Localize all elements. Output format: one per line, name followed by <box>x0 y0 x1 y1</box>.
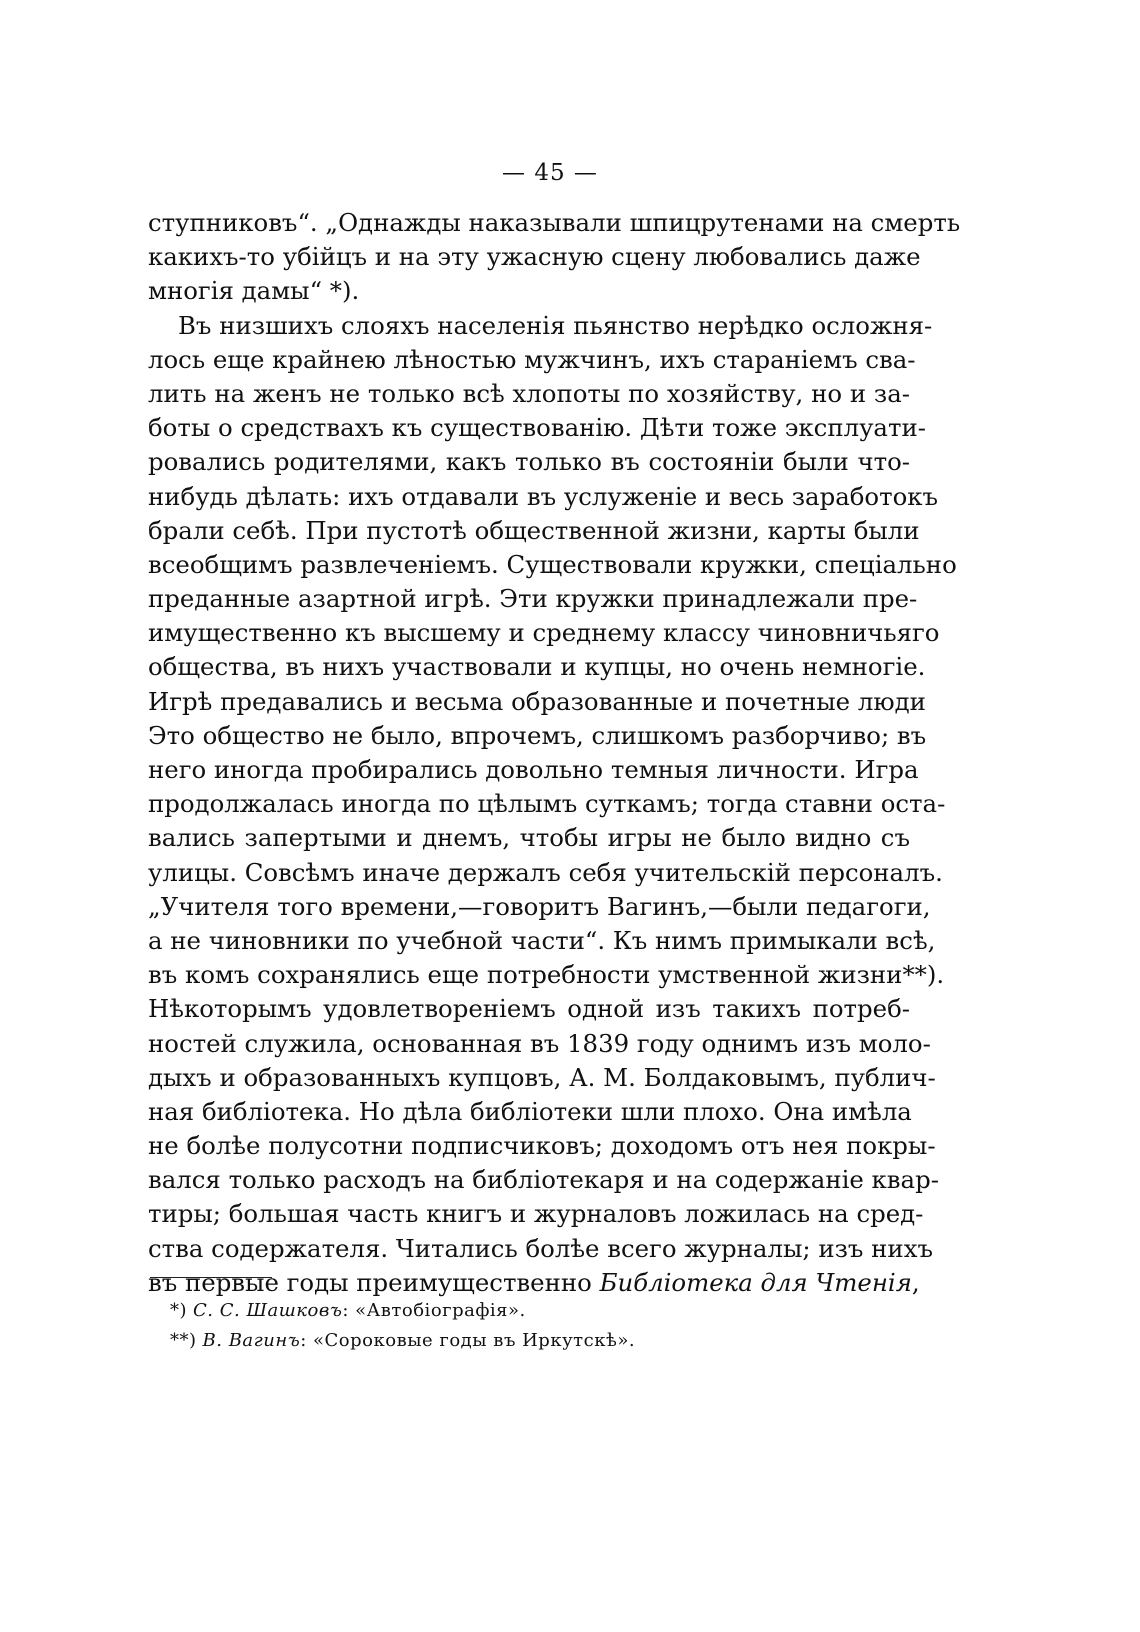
text-line: а не чиновники по учебной части“. Къ нимъ примыкали всѣ, <box>148 925 936 955</box>
footnote-author: В. Вагинъ <box>202 1330 301 1351</box>
text-line: многія дамы“ *). <box>148 276 360 306</box>
text-line: него иногда пробирались довольно темныя личности. Игра <box>148 755 919 784</box>
text-segment: , <box>911 1267 920 1297</box>
text-line: Въ низшихъ слояхъ населенія пьянство нерѣдко осложня- <box>178 310 933 340</box>
text-segment: въ первые годы преимущественно <box>148 1267 592 1297</box>
footnote-mark: *) <box>170 1300 188 1321</box>
text-line: Игрѣ предавались и весьма образованные и почетные люди <box>148 686 926 716</box>
text-line: дыхъ и образованныхъ купцовъ, А. М. Болдаковымъ, публич- <box>148 1062 936 1092</box>
footnote-rule <box>150 1277 272 1278</box>
text-line: лить на женъ не только всѣ хлопоты по хозяйству, но и за- <box>148 378 910 408</box>
body-text <box>148 206 961 1300</box>
text-line <box>148 1266 920 1300</box>
footnote-author: С. С. Шашковъ <box>193 1300 343 1321</box>
footnote-title: : «Сороковые годы въ Иркутскѣ». <box>300 1330 636 1351</box>
text-line: преданные азартной игрѣ. Эти кружки принадлежали пре- <box>148 584 918 614</box>
text-line: улицы. Совсѣмъ иначе держалъ себя учительскій персоналъ. <box>148 857 943 887</box>
footnotes <box>170 1296 870 1356</box>
text-line: не болѣе полусотни подписчиковъ; доходомъ отъ нея покры- <box>148 1131 936 1161</box>
footnote-mark: **) <box>170 1330 197 1351</box>
text-line: нибудь дѣлать: ихъ отдавали въ услуженіе и весь заработокъ <box>148 481 939 511</box>
text-line: всеобщимъ развлеченіемъ. Существовали кружки, спеціально <box>148 549 957 579</box>
text-line: продолжалась иногда по цѣлымъ суткамъ; тогда ставни оста- <box>148 789 946 819</box>
text-line: вался только расходъ на библіотекаря и на содержаніе квар- <box>148 1165 939 1195</box>
text-line: Это общество не было, впрочемъ, слишкомъ разборчиво; въ <box>148 720 927 750</box>
page-number: — 45 — <box>502 160 598 186</box>
footnote <box>170 1296 870 1326</box>
text-line: Нѣкоторымъ удовлетвореніемъ одной изъ такихъ потреб- <box>148 994 910 1024</box>
text-line: въ комъ сохранялись еще потребности умственной жизни**). <box>148 960 945 990</box>
text-line: ства содержателя. Читались болѣе всего журналы; изъ нихъ <box>148 1233 933 1263</box>
text-line: имущественно къ высшему и среднему классу чиновничьяго <box>148 618 940 648</box>
text-line: „Учителя того времени,—говоритъ Вагинъ,—были педагоги, <box>148 891 931 921</box>
text-line: ная библіотека. Но дѣла библіотеки шли плохо. Она имѣла <box>148 1096 912 1126</box>
text-line: ровались родителями, какъ только въ состояніи были что- <box>148 447 910 477</box>
text-line: лось еще крайнею лѣностью мужчинъ, ихъ стараніемъ сва- <box>148 344 916 374</box>
journal-title: Библіотека для Чтенія <box>599 1267 912 1297</box>
text-line: брали себѣ. При пустотѣ общественной жизни, карты были <box>148 515 920 545</box>
text-line: ностей служила, основанная въ 1839 году однимъ изъ моло- <box>148 1028 931 1058</box>
text-line: общества, въ нихъ участвовали и купцы, но очень немногіе. <box>148 652 926 682</box>
footnote <box>170 1326 870 1356</box>
text-line: боты о средствахъ къ существованію. Дѣти тоже эксплуати- <box>148 413 926 443</box>
text-line: вались запертыми и днемъ, чтобы игры не было видно съ <box>148 823 910 853</box>
text-line: какихъ-то убійцъ и на эту ужасную сцену любовались даже <box>148 242 921 272</box>
text-line: ступниковъ“. „Однажды наказывали шпицрутенами на смерть <box>148 208 961 237</box>
footnote-title: : «Автобіографія». <box>342 1300 526 1321</box>
text-line: тиры; большая часть книгъ и журналовъ ложилась на сред- <box>148 1199 924 1229</box>
